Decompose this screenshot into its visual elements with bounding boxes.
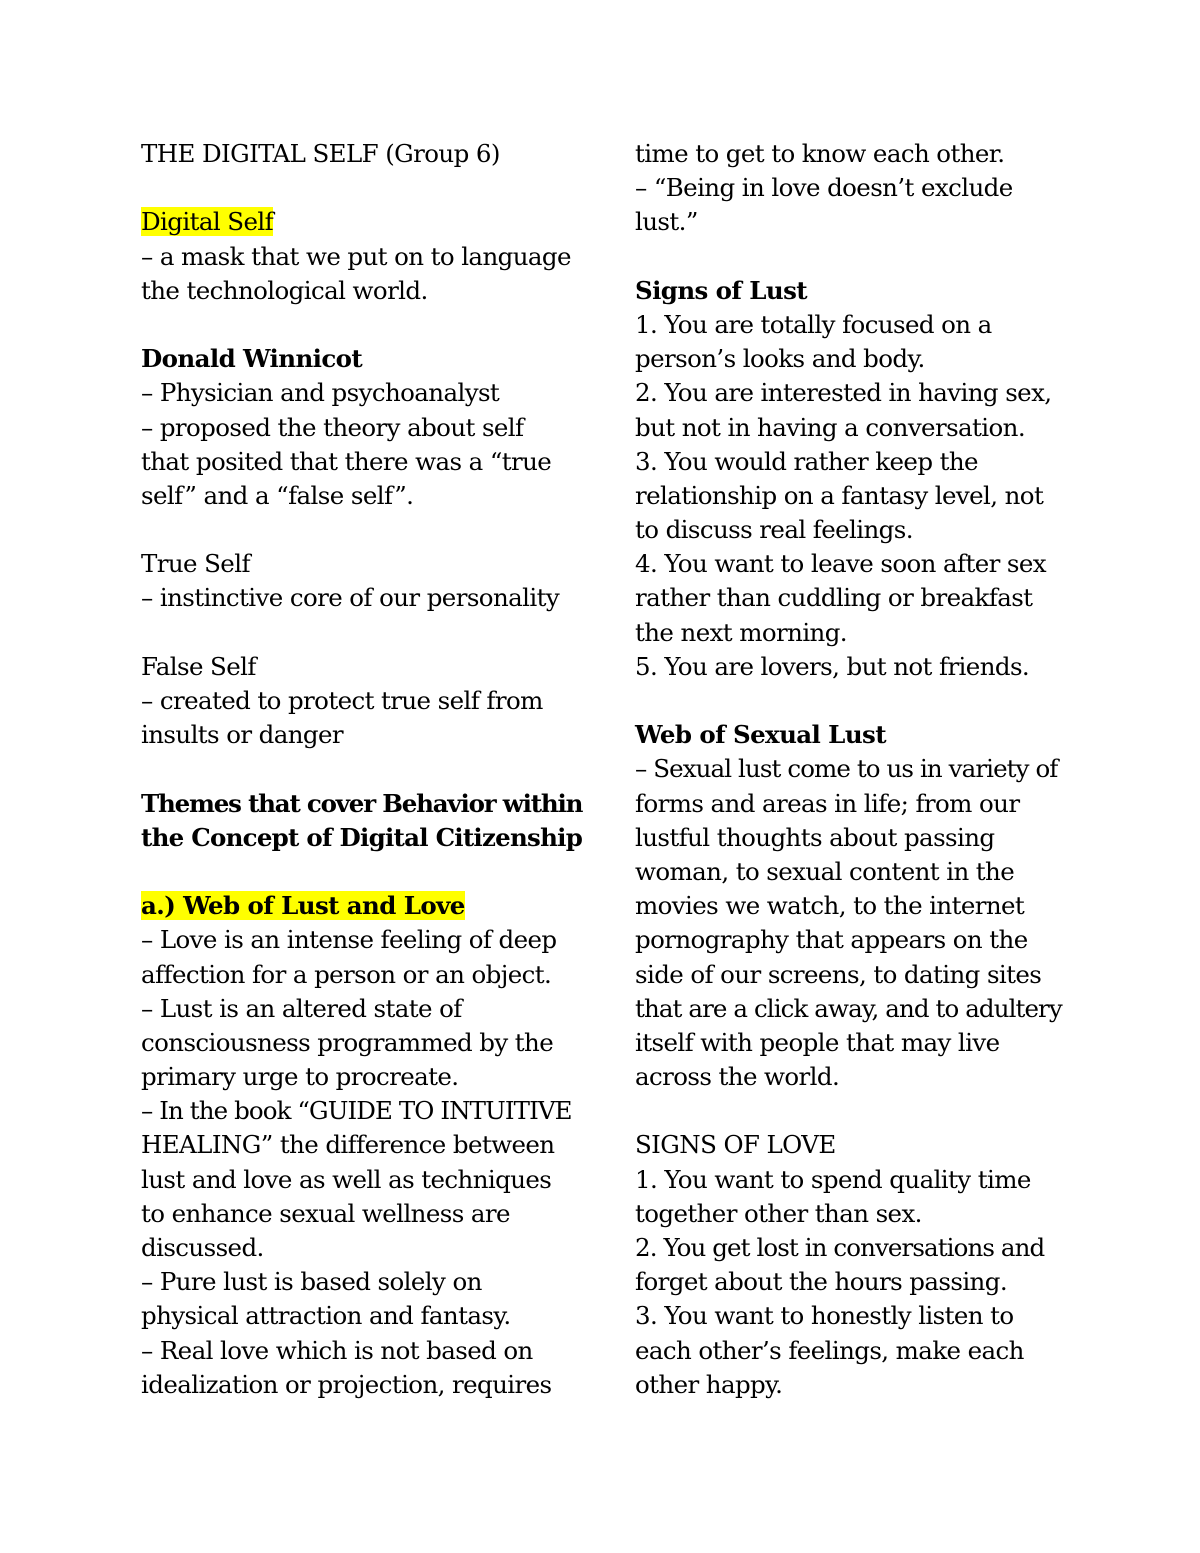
body-line: discussed. [141, 1233, 264, 1262]
body-line: lustful thoughts about passing [635, 822, 995, 852]
body-line: – Lust is an altered state of [141, 993, 462, 1023]
body-line: the technological world. [141, 275, 428, 305]
section-heading-signs-of-love: SIGNS OF LOVE [635, 1130, 836, 1160]
list-item: to discuss real feelings. [635, 515, 913, 545]
spacer [141, 308, 581, 342]
body-line: movies we watch, to the internet [635, 891, 1025, 921]
document-title: THE DIGITAL SELF (Group 6) [141, 139, 500, 168]
body-line: lust and love as well as techniques [141, 1164, 552, 1194]
body-line: primary urge to procreate. [141, 1062, 459, 1092]
body-line: pornography that appears on the [635, 925, 1028, 955]
body-line: consciousness programmed by the [141, 1027, 554, 1057]
body-line: – In the book “GUIDE TO INTUITIVE [141, 1096, 572, 1126]
spacer [635, 1094, 1075, 1128]
spacer [141, 616, 581, 650]
body-line: physical attraction and fantasy. [141, 1301, 511, 1331]
list-item: 3. You want to honestly listen to [635, 1301, 1014, 1331]
body-line: forms and areas in life; from our [635, 788, 1020, 818]
list-item: forget about the hours passing. [635, 1267, 1008, 1297]
body-line: that are a click away, and to adultery [635, 993, 1062, 1023]
section-heading-true-self: True Self [141, 549, 250, 579]
list-item: the next morning. [635, 617, 847, 647]
body-line: – Physician and psychoanalyst [141, 378, 500, 408]
section-heading-winnicot: Donald Winnicot [141, 344, 363, 374]
section-heading-signs-of-lust: Signs of Lust [635, 275, 808, 305]
body-line: – created to protect true self from [141, 686, 543, 715]
body-line: – Sexual lust come to us in variety of [635, 754, 1058, 784]
list-item: 1. You are totally focused on a [635, 309, 992, 339]
body-line: across the world. [635, 1062, 840, 1092]
list-item: together other than sex. [635, 1198, 922, 1228]
spacer [141, 855, 581, 889]
highlighted-text: a.) Web of Lust and Love [141, 891, 465, 921]
section-heading-themes: the Concept of Digital Citizenship [141, 822, 583, 852]
body-line: – instinctive core of our personality [141, 583, 560, 613]
section-heading-web-lust-love [141, 889, 581, 923]
body-line: – Real love which is not based on [141, 1335, 533, 1365]
body-line: idealization or projection, requires [141, 1369, 552, 1399]
right-column [635, 137, 1075, 1402]
list-item: each other’s feelings, make each [635, 1335, 1024, 1365]
body-line: affection for a person or an object. [141, 959, 552, 989]
list-item: 1. You want to spend quality time [635, 1164, 1031, 1194]
spacer [635, 240, 1075, 274]
list-item: rather than cuddling or breakfast [635, 583, 1033, 613]
section-heading-web-sexual-lust: Web of Sexual Lust [635, 720, 886, 750]
section-heading-themes: Themes that cover Behavior within [141, 788, 583, 818]
body-line: side of our screens, to dating sites [635, 959, 1042, 989]
left-column [141, 137, 581, 1402]
body-line: – proposed the theory about self [141, 412, 524, 442]
body-line: lust.” [635, 207, 698, 237]
body-line: to enhance sexual wellness are [141, 1198, 510, 1228]
body-line: HEALING” the difference between [141, 1130, 555, 1160]
body-line: – Pure lust is based solely on [141, 1267, 482, 1297]
list-item: other happy. [635, 1369, 783, 1399]
list-item: but not in having a conversation. [635, 412, 1026, 442]
body-line: woman, to sexual content in the [635, 856, 1015, 886]
list-item: relationship on a fantasy level, not [635, 480, 1044, 510]
list-item: 5. You are lovers, but not friends. [635, 651, 1030, 681]
highlighted-text: Digital Self [141, 207, 274, 237]
section-heading-false-self: False Self [141, 651, 256, 681]
list-item: 4. You want to leave soon after sex [635, 549, 1047, 579]
body-line: – “Being in love doesn’t exclude [635, 173, 1013, 203]
list-item: 3. You would rather keep the [635, 446, 978, 476]
body-line: that posited that there was a “true [141, 446, 552, 476]
list-item: 2. You are interested in having sex, [635, 378, 1052, 408]
body-line: – a mask that we put on to language [141, 241, 571, 271]
spacer [141, 752, 581, 786]
body-line: insults or danger [141, 720, 344, 750]
spacer [141, 513, 581, 547]
section-heading-digital-self [141, 205, 581, 239]
body-line: – Love is an intense feeling of deep [141, 925, 557, 955]
list-item: person’s looks and body. [635, 344, 925, 374]
spacer [141, 171, 581, 205]
body-line: itself with people that may live [635, 1027, 1000, 1057]
body-line: self” and a “false self”. [141, 480, 414, 510]
body-line: time to get to know each other. [635, 139, 1005, 168]
list-item: 2. You get lost in conversations and [635, 1233, 1045, 1262]
spacer [635, 684, 1075, 718]
